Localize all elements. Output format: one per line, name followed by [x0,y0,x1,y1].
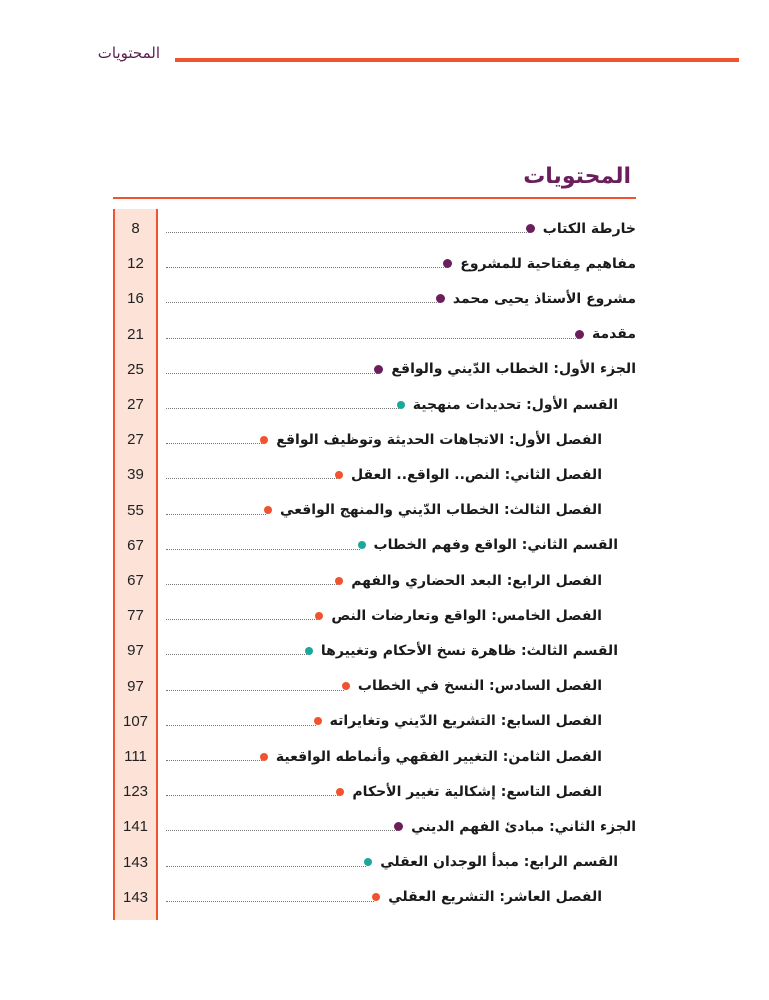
bullet-icon [436,294,445,303]
bullet-icon [526,224,535,233]
page-number: 123 [122,783,149,801]
toc-entry-label: الجزء الأول: الخطاب الدّيني والواقع [383,361,636,377]
toc-entry-label: الفصل الثامن: التغيير الفقهي وأنماطه الواقعية [268,749,602,765]
toc-entry-content [359,845,618,880]
toc-entry[interactable] [113,246,643,281]
toc-entry[interactable] [113,633,643,668]
dot-leader [166,654,307,655]
toc-entry-label: الفصل الأول: الاتجاهات الحديثة وتوظيف الواقع [268,432,602,448]
running-header-title: المحتويات [97,44,160,62]
toc-entry-content [570,317,636,352]
bullet-icon [260,753,268,761]
toc-entry-label: الفصل الثالث: الخطاب الدّيني والمنهج الواقعي [272,502,602,518]
toc-entry-content [367,880,602,915]
dot-leader [166,584,337,585]
bullet-icon [372,893,380,901]
dot-leader [166,267,446,268]
page-number: 67 [127,536,144,554]
page-number: 21 [127,325,144,343]
toc-entry-label: الفصل السادس: النسخ في الخطاب [350,678,602,694]
toc-entry[interactable] [113,457,643,492]
toc-entry[interactable] [113,317,643,352]
bullet-icon [305,647,313,655]
toc-entry-content [255,739,602,774]
bullet-icon [394,822,403,831]
toc-entry-label: مقدمة [584,326,636,342]
toc-entry-content [330,457,602,492]
toc-entry-content [259,493,602,528]
bullet-icon [575,330,584,339]
toc-entry[interactable] [113,528,643,563]
page-number: 141 [122,818,149,836]
toc-entry-content [310,598,602,633]
toc-entry[interactable] [113,809,643,844]
toc-entry-content [255,422,602,457]
dot-leader [166,795,338,796]
toc-entry[interactable] [113,387,643,422]
toc-entry-label: الفصل السابع: التشريع الدّيني وتغايراته [322,713,602,729]
dot-leader [166,619,317,620]
toc-entry-content [331,774,602,809]
toc-entry-label: مشروع الأستاذ يحيى محمد [445,291,636,307]
page-number: 107 [122,712,149,730]
toc-entry-label: القسم الثالث: ظاهرة نسخ الأحكام وتغييرها [313,643,618,659]
toc-entry[interactable] [113,352,643,387]
toc-entry-content [330,563,602,598]
toc-entry-content [309,704,602,739]
toc-entry[interactable] [113,281,643,316]
toc-entry-label: القسم الرابع: مبدأ الوجدان العقلي [372,854,618,870]
dot-leader [166,302,439,303]
page-number: 97 [127,642,144,660]
dot-leader [166,690,344,691]
toc-entry-label: القسم الأول: تحديدات منهجية [405,397,618,413]
dot-leader [166,338,578,339]
page-number: 27 [127,431,144,449]
dot-leader [166,760,262,761]
dot-leader [166,443,262,444]
toc-entry-label: القسم الثاني: الواقع وفهم الخطاب [366,537,618,553]
bullet-icon [335,577,343,585]
toc-entry[interactable] [113,774,643,809]
bullet-icon [335,471,343,479]
toc-entry-label: خارطة الكتاب [535,221,636,237]
toc-entry[interactable] [113,563,643,598]
page-number: 97 [127,677,144,695]
toc-entry-label: الجزء الثاني: مبادئ الفهم الديني [403,819,636,835]
toc-entry-label: الفصل الثاني: النص.. الواقع.. العقل [343,467,602,483]
dot-leader [166,232,529,233]
page-number: 27 [127,396,144,413]
page-number: 77 [127,607,144,625]
toc-entry-label: الفصل الخامس: الواقع وتعارضات النص [323,608,602,624]
dot-leader [166,901,374,902]
toc-entry-content [389,809,636,844]
dot-leader [166,514,266,515]
toc-entry-label: مفاهيم مِفتاحية للمشروع [452,256,636,272]
bullet-icon [342,682,350,690]
bullet-icon [314,717,322,725]
toc-entry-content [300,633,618,668]
page-number: 16 [127,290,144,308]
toc-entry[interactable] [113,669,643,704]
dot-leader [166,408,399,409]
toc-entry[interactable] [113,739,643,774]
bullet-icon [336,788,344,796]
bullet-icon [358,541,366,549]
dot-leader [166,830,397,831]
toc-entry[interactable] [113,493,643,528]
bullet-icon [260,436,268,444]
dot-leader [166,549,360,550]
bullet-icon [264,506,272,514]
toc-entry-label: الفصل الرابع: البعد الحضاري والفهم [343,573,602,589]
page-number: 111 [124,748,147,765]
page-number: 25 [127,360,144,378]
toc-entry[interactable] [113,704,643,739]
toc-entry-content [337,669,602,704]
page-number: 12 [127,255,144,273]
toc-entry-label: الفصل التاسع: إشكالية تغيير الأحكام [344,784,602,800]
dot-leader [166,373,377,374]
toc-entry-content [392,387,618,422]
running-header-rule [175,58,739,62]
page-number: 143 [122,853,149,871]
toc-entry[interactable] [113,598,643,633]
page-number: 67 [127,572,144,589]
page-title: المحتويات [523,164,631,189]
bullet-icon [443,259,452,268]
page-number: 143 [122,888,149,906]
toc-entry[interactable] [113,211,643,246]
toc-entry-content [431,281,636,316]
page-number: 39 [127,466,144,484]
toc-entry[interactable] [113,422,643,457]
toc-entry[interactable] [113,845,643,880]
bullet-icon [374,365,383,374]
toc-entry-content [353,528,618,563]
page-number: 55 [127,501,144,519]
bullet-icon [364,858,372,866]
bullet-icon [397,401,405,409]
page-number: 8 [131,220,140,237]
toc-entry-content [438,246,636,281]
title-underline [113,197,636,199]
toc-entry[interactable] [113,880,643,915]
toc-entry-content [521,211,636,246]
dot-leader [166,725,316,726]
dot-leader [166,478,337,479]
dot-leader [166,866,366,867]
bullet-icon [315,612,323,620]
toc-entry-content [369,352,636,387]
toc-entry-label: الفصل العاشر: التشريع العقلي [380,889,602,905]
